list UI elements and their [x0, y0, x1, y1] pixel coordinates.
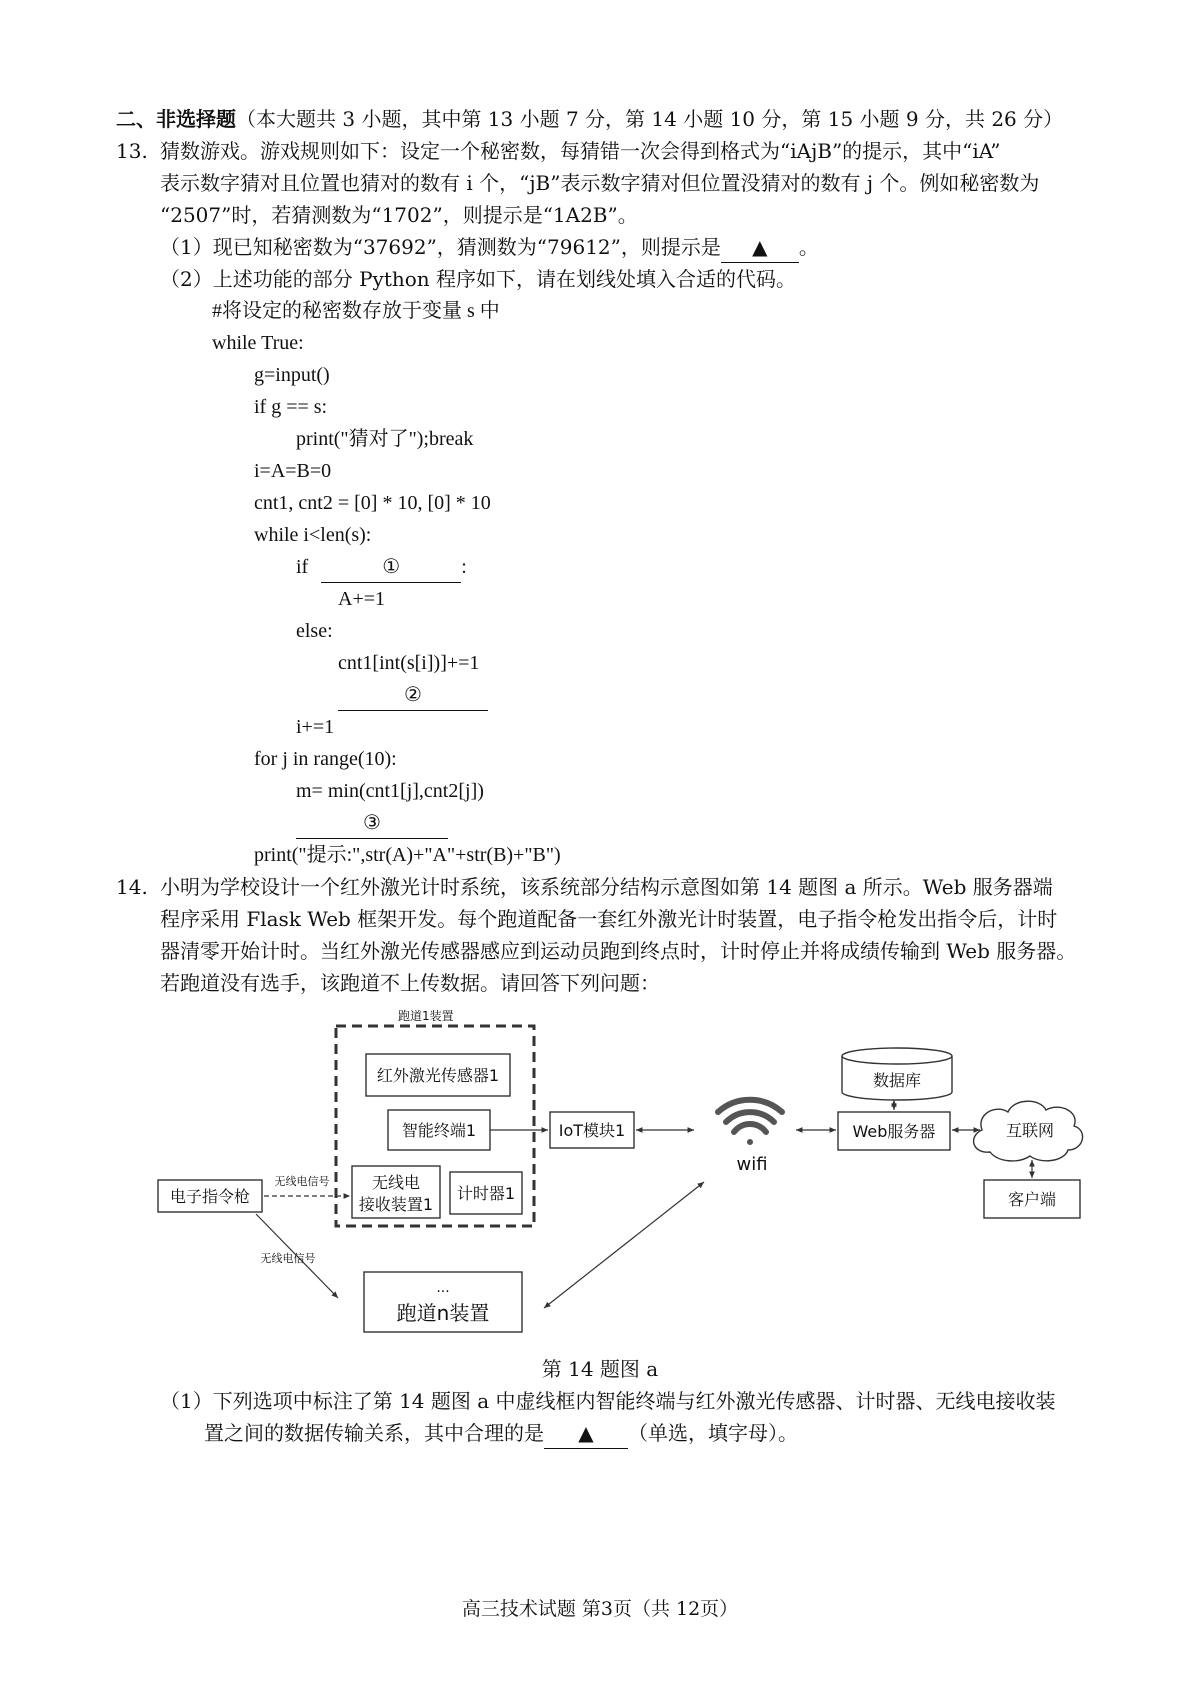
- code-line: i=A=B=0: [254, 460, 332, 482]
- lane-n-dots: ...: [436, 1280, 450, 1296]
- q14-sub1-end: （单选，填字母）。: [628, 1421, 798, 1445]
- code-line: cnt1, cnt2 = [0] * 10, [0] * 10: [254, 492, 491, 514]
- answer-blank-3: ③: [296, 808, 448, 839]
- q13-sub1-text: （1）现已知秘密数为“37692”，猜测数为“79612”，则提示是: [160, 235, 721, 259]
- receiver-label-line2: 接收装置1: [358, 1195, 434, 1214]
- code-line: m= min(cnt1[j],cnt2[j]): [296, 780, 484, 802]
- q13-intro-line3: “2507”时，若猜测数为“1702”，则提示是“1A2B”。: [160, 203, 638, 227]
- internet-label: 互联网: [1005, 1121, 1055, 1140]
- q13-sub2: （2）上述功能的部分 Python 程序如下，请在划线处填入合适的代码。: [160, 267, 797, 291]
- code-line: cnt1[int(s[i])]+=1: [338, 652, 480, 674]
- database-top: [842, 1048, 952, 1064]
- q14-intro-line4: 若跑道没有选手，该跑道不上传数据。请回答下列问题：: [160, 971, 660, 995]
- q14-sub1-line1: （1）下列选项中标注了第 14 题图 a 中虚线框内智能终端与红外激光传感器、计时器、无线电接收装: [160, 1389, 1056, 1413]
- code-line: if g == s:: [254, 396, 328, 418]
- q14-intro-line1: 小明为学校设计一个红外激光计时系统，该系统部分结构示意图如第 14 题图 a 所示。Web 服务器端: [160, 875, 1053, 899]
- figure-caption: 第 14 题图 a: [541, 1357, 659, 1381]
- code-colon: :: [461, 556, 467, 578]
- code-line: g=input(): [254, 364, 330, 386]
- sensor-label: 红外激光传感器1: [376, 1066, 500, 1085]
- q13-sub1-answer-blank: ▲: [721, 232, 799, 263]
- lane-n-label: 跑道n装置: [396, 1301, 490, 1325]
- wifi-icon: [718, 1100, 782, 1145]
- page-footer: 高三技术试题 第3页（共 12页）: [461, 1598, 739, 1620]
- timer-label: 计时器1: [456, 1184, 516, 1203]
- terminal-label: 智能终端1: [401, 1121, 477, 1140]
- signal-label-bottom: 无线电信号: [260, 1252, 316, 1265]
- signal-label-top: 无线电信号: [274, 1175, 330, 1188]
- code-comment: #将设定的秘密数存放于变量 s 中: [212, 300, 500, 322]
- lane-n-wifi-link: [544, 1182, 704, 1308]
- wifi-label: wifi: [736, 1154, 768, 1175]
- q13-number: 13.: [116, 139, 148, 163]
- answer-blank-1: ①: [321, 552, 461, 583]
- q13-sub1-end: 。: [798, 235, 819, 259]
- code-line: print("猜对了");break: [296, 428, 474, 450]
- q14-sub1-line2: [204, 1418, 798, 1449]
- code-line: else:: [296, 620, 333, 642]
- iot-label: IoT模块1: [558, 1121, 626, 1140]
- q14-intro-line3: 器清零开始计时。当红外激光传感器感应到运动员跑到终点时，计时停止并将成绩传输到 Web 服务器。: [160, 939, 1077, 963]
- code-line: for j in range(10):: [254, 748, 397, 770]
- code-line: while i<len(s):: [254, 524, 372, 546]
- code-line: print("提示:",str(A)+"A"+str(B)+"B"): [254, 844, 561, 866]
- lane1-group-label: 跑道1装置: [398, 1009, 454, 1023]
- gun-label: 电子指令枪: [169, 1187, 251, 1206]
- database-label: 数据库: [872, 1071, 922, 1090]
- client-label: 客户端: [1007, 1190, 1057, 1209]
- receiver-label-line1: 无线电: [371, 1173, 421, 1192]
- section-note: （本大题共 3 小题，其中第 13 小题 7 分，第 14 小题 10 分，第 15 小题 9 分，共 26 分）: [236, 107, 1064, 131]
- section-title: 二、非选择题: [116, 107, 236, 131]
- code-line: while True:: [212, 332, 304, 354]
- code-line: i+=1: [296, 716, 335, 738]
- q14-intro-line2: 程序采用 Flask Web 框架开发。每个跑道配备一套红外激光计时装置，电子指令枪发出指令后，计时: [160, 907, 1058, 931]
- q13-intro-line2: 表示数字猜对且位置也猜对的数有 i 个，“jB”表示数字猜对但位置没猜对的数有 j 个。例如秘密数为: [160, 171, 1040, 195]
- answer-blank-2: ②: [338, 680, 488, 711]
- code-if-keyword: if: [296, 556, 309, 578]
- web-server-label: Web服务器: [852, 1122, 936, 1141]
- q14-number: 14.: [116, 875, 148, 899]
- q14-sub1-text: 置之间的数据传输关系，其中合理的是: [204, 1421, 544, 1445]
- q14-sub1-answer-blank: ▲: [544, 1418, 628, 1449]
- q13-intro-line1: 猜数游戏。游戏规则如下：设定一个秘密数，每猜错一次会得到格式为“iAjB”的提示，其中“iA”: [160, 139, 1001, 163]
- code-line: A+=1: [338, 588, 386, 610]
